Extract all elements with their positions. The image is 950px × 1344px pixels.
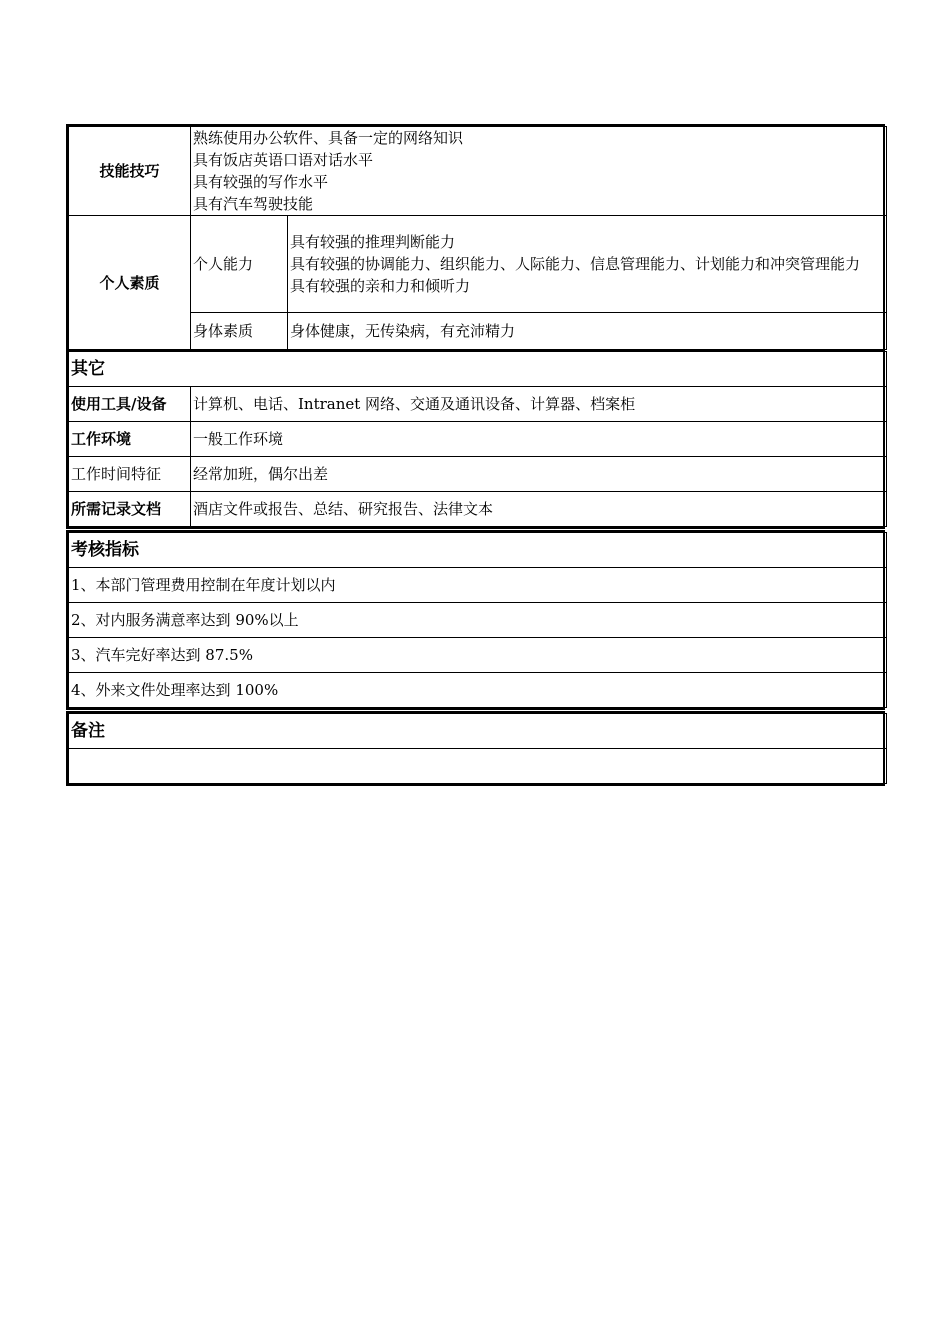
kpi-header-row: [69, 533, 887, 568]
kpi-item: 3、汽车完好率达到 87.5%: [69, 638, 887, 673]
skills-item: 具有汽车驾驶技能: [193, 195, 314, 213]
documents-value: 酒店文件或报告、总结、研究报告、法律文本: [191, 492, 887, 527]
ability-item: 具有较强的亲和力和倾听力: [290, 277, 471, 295]
ability-item: 具有较强的协调能力、组织能力、人际能力、信息管理能力、计划能力和冲突管理能力: [290, 255, 861, 273]
other-row: [69, 457, 887, 492]
skills-label: 技能技巧: [69, 127, 191, 216]
environment-value: 一般工作环境: [191, 422, 887, 457]
skills-item: 具有较强的写作水平: [193, 173, 329, 191]
other-table: [66, 349, 885, 529]
skills-list: [191, 127, 887, 216]
work-time-value: 经常加班，偶尔出差: [191, 457, 887, 492]
remarks-header-row: [69, 714, 887, 749]
work-time-label: 工作时间特征: [69, 457, 191, 492]
documents-label: 所需记录文档: [69, 492, 191, 527]
remarks-header: 备注: [69, 714, 887, 749]
tools-label: 使用工具/设备: [69, 387, 191, 422]
skills-quality-table: [66, 124, 885, 352]
kpi-table: [66, 530, 885, 710]
ability-item: 具有较强的推理判断能力: [290, 233, 456, 251]
kpi-header: 考核指标: [69, 533, 887, 568]
skills-item: 熟练使用办公软件、具备一定的网络知识: [193, 129, 464, 147]
physical-value: 身体健康，无传染病，有充沛精力: [288, 313, 887, 350]
kpi-item: 4、外来文件处理率达到 100%: [69, 673, 887, 708]
kpi-row: [69, 638, 887, 673]
other-row: [69, 492, 887, 527]
kpi-item: 1、本部门管理费用控制在年度计划以内: [69, 568, 887, 603]
personal-quality-label: 个人素质: [69, 216, 191, 350]
remarks-table: [66, 711, 885, 786]
kpi-row: [69, 568, 887, 603]
remarks-value: [69, 749, 887, 784]
kpi-row: [69, 673, 887, 708]
other-header: 其它: [69, 352, 887, 387]
ability-label: 个人能力: [191, 216, 288, 313]
other-row: [69, 387, 887, 422]
physical-label: 身体素质: [191, 313, 288, 350]
skills-row: [69, 127, 887, 216]
physical-row: [69, 313, 887, 350]
skills-item: 具有饭店英语口语对话水平: [193, 151, 374, 169]
tools-value: 计算机、电话、Intranet 网络、交通及通讯设备、计算器、档案柜: [191, 387, 887, 422]
personal-ability-row: [69, 216, 887, 313]
environment-label: 工作环境: [69, 422, 191, 457]
kpi-row: [69, 603, 887, 638]
kpi-item: 2、对内服务满意率达到 90%以上: [69, 603, 887, 638]
ability-list: [288, 216, 887, 313]
other-header-row: [69, 352, 887, 387]
other-row: [69, 422, 887, 457]
remarks-row: [69, 749, 887, 784]
